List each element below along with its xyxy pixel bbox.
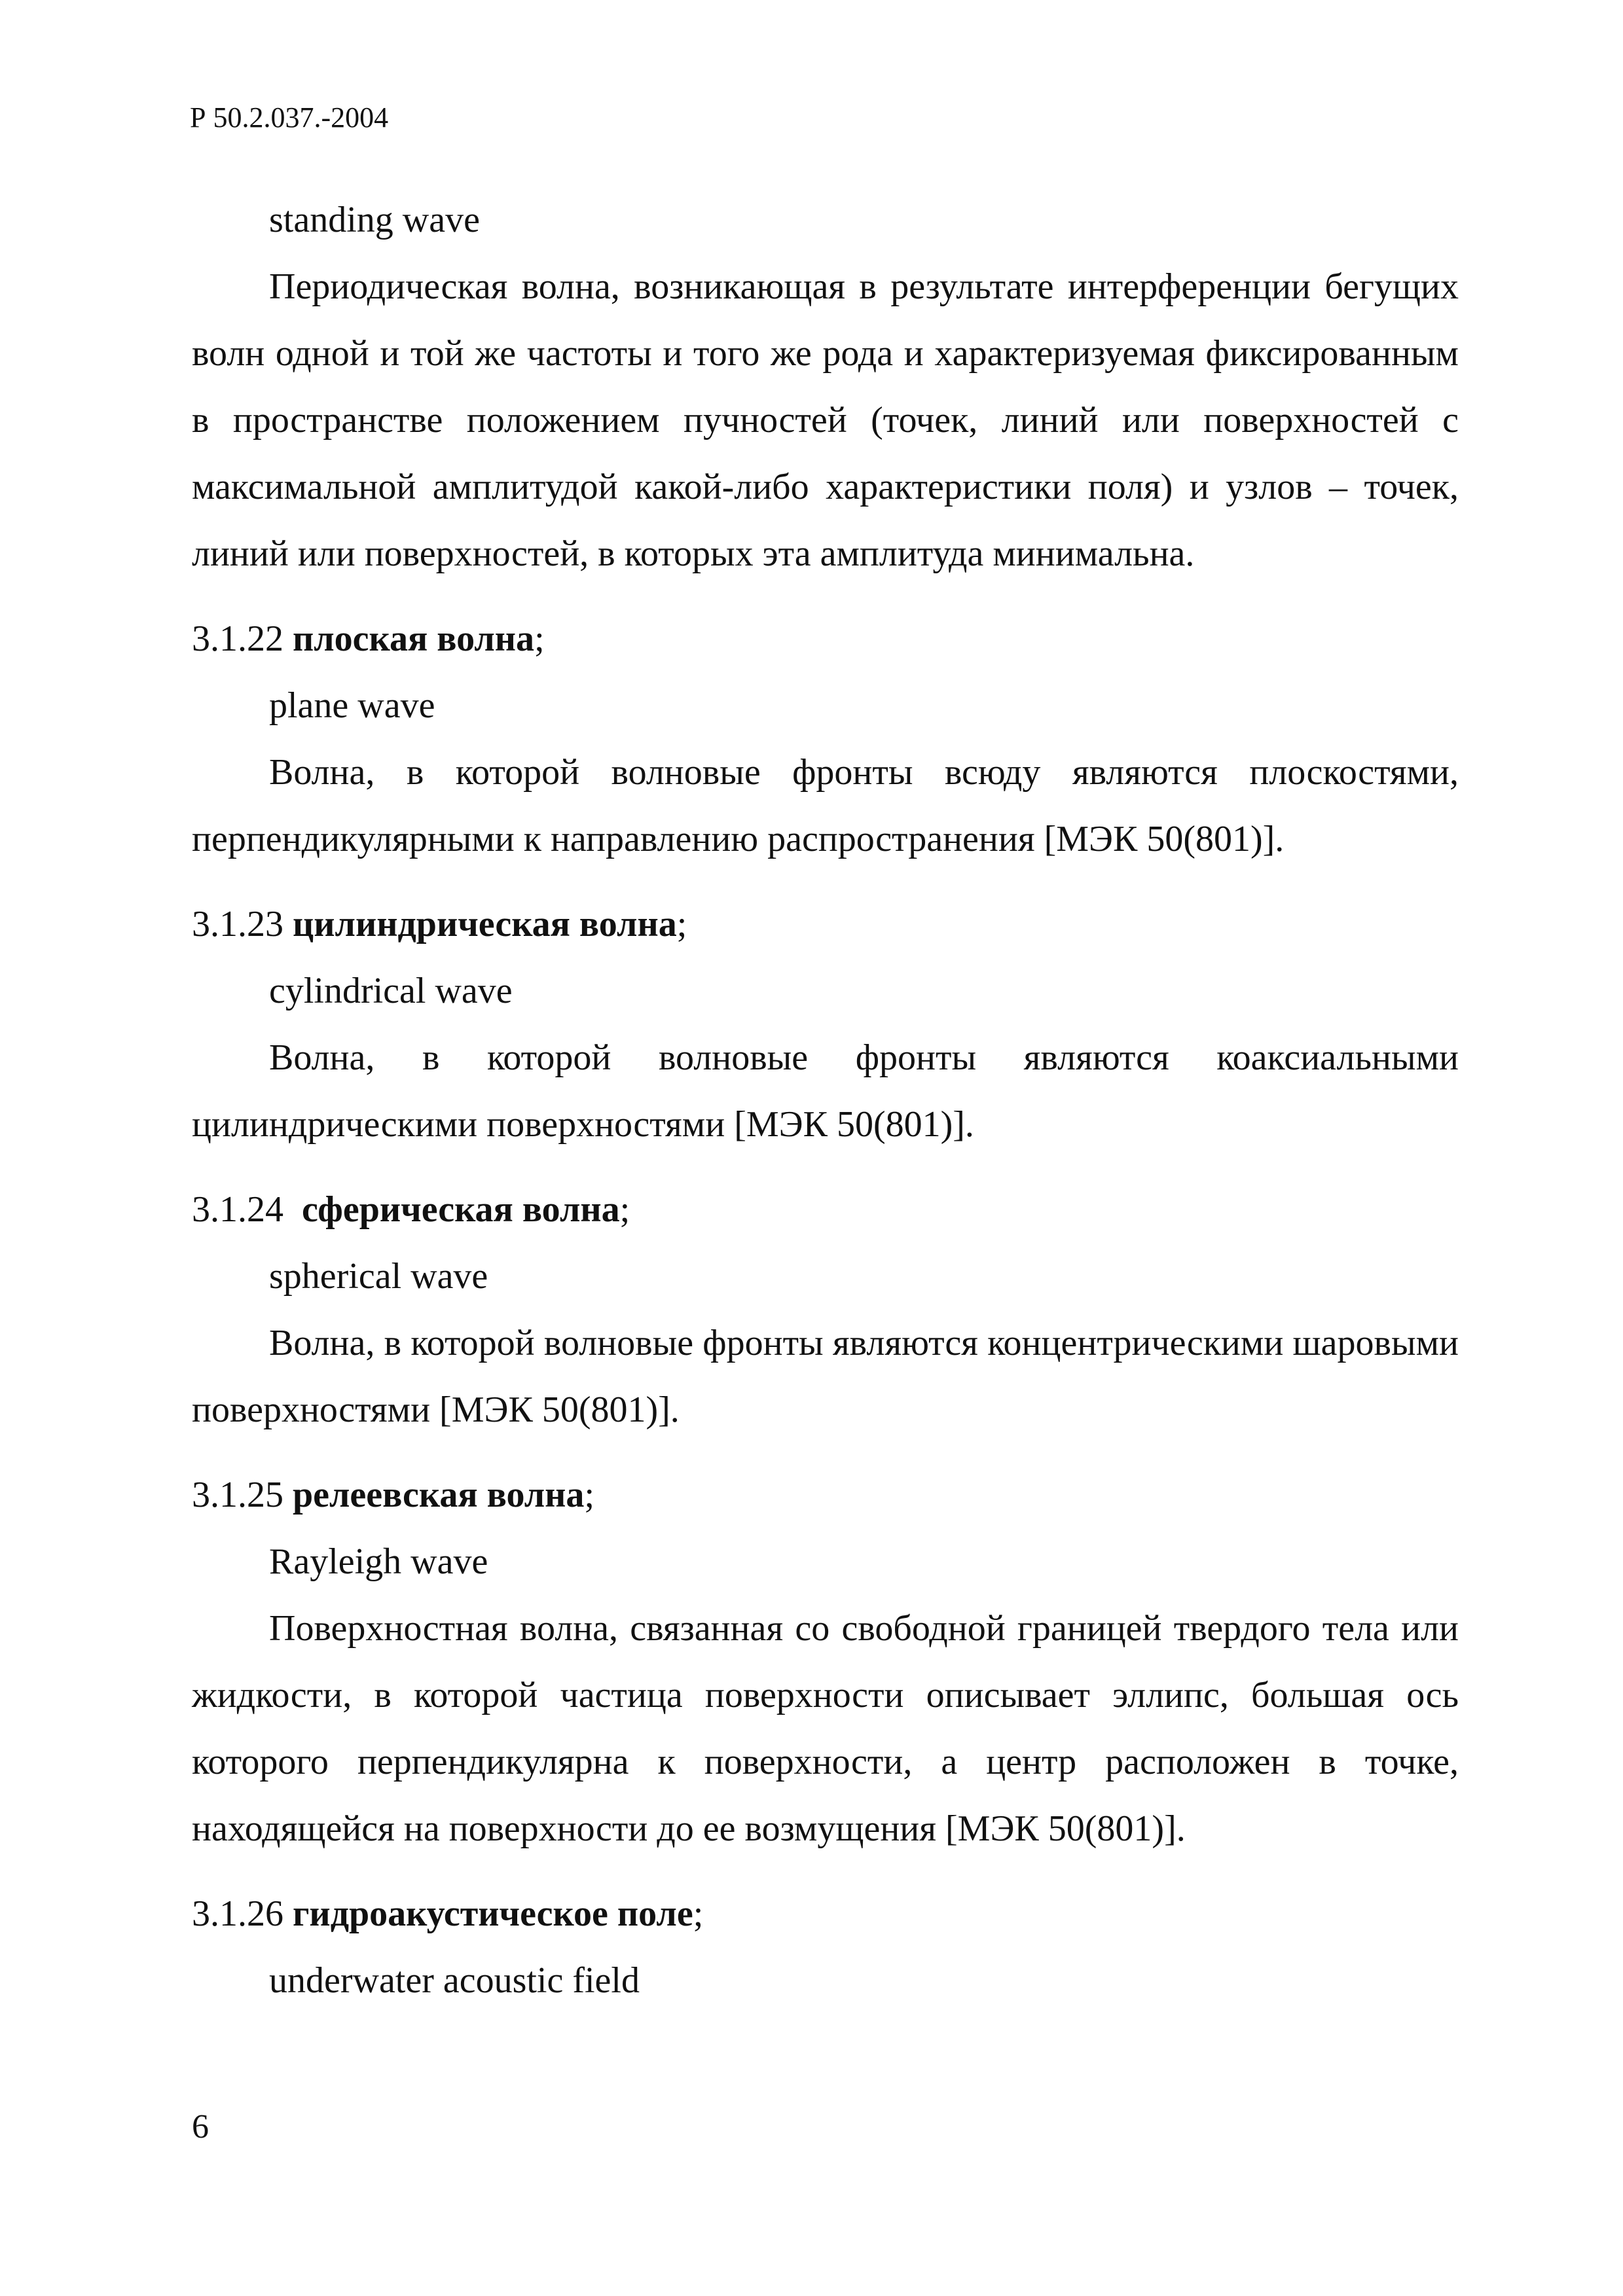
- term-title: плоская волна: [293, 619, 535, 659]
- term-heading: 3.1.24 сферическая волна;: [192, 1189, 630, 1230]
- term-title: гидроакустическое поле: [293, 1893, 693, 1934]
- term-number: 3.1.24: [192, 1189, 283, 1230]
- term-definition: Волна, в которой волновые фронты являются коаксиальными цилиндрическими поверхностями [МЭК 50(801)].: [192, 1037, 1459, 1145]
- term-definition: Поверхностная волна, связанная со свободной границей твердого тела или жидкости, в которой частица поверхности описывает эллипс, большая ось которого перпендикулярна к поверхности, а центр расположен в точке, находящейся на поверхности до ее возмущения [МЭК 50(801)].: [192, 1608, 1459, 1849]
- document-header: Р 50.2.037.-2004: [190, 101, 389, 134]
- term-definition: Волна, в которой волновые фронты являются концентрическими шаровыми поверхностями [МЭК 50(801)].: [192, 1323, 1459, 1430]
- term-number: 3.1.26: [192, 1893, 283, 1934]
- term-number: 3.1.23: [192, 904, 283, 944]
- term-entry-3-1-23: [192, 891, 1459, 1158]
- term-english: underwater acoustic field: [269, 1960, 640, 2001]
- page-number: 6: [192, 2108, 209, 2145]
- term-heading: 3.1.22 плоская волна;: [192, 619, 545, 659]
- term-number: 3.1.22: [192, 619, 283, 659]
- term-entry-3-1-22: [192, 605, 1459, 872]
- term-english: standing wave: [269, 200, 480, 240]
- term-english: spherical wave: [269, 1256, 488, 1297]
- term-english: Rayleigh wave: [269, 1541, 488, 1582]
- document-body: [192, 187, 1459, 2014]
- term-english: cylindrical wave: [269, 971, 513, 1011]
- term-entry-3-1-26: [192, 1880, 1459, 2014]
- term-entry-3-1-24: [192, 1176, 1459, 1443]
- term-definition: Периодическая волна, возникающая в результате интерференции бегущих волн одной и той же частоты и того же рода и характеризуемая фиксированным в пространстве положением пучностей (точек, линий или поверхностей с максимальной амплитудой какой-либо характеристики поля) и узлов – точек, линий или поверхностей, в которых эта амплитуда минимальна.: [192, 266, 1459, 574]
- term-heading: 3.1.23 цилиндрическая волна;: [192, 904, 687, 944]
- term-title: релеевская волна: [293, 1475, 585, 1515]
- term-heading: 3.1.25 релеевская волна;: [192, 1475, 594, 1515]
- term-number: 3.1.25: [192, 1475, 283, 1515]
- term-english: plane wave: [269, 685, 435, 726]
- term-heading: 3.1.26 гидроакустическое поле;: [192, 1893, 704, 1934]
- term-definition: Волна, в которой волновые фронты всюду являются плоскостями, перпендикулярными к направлению распространения [МЭК 50(801)].: [192, 752, 1459, 859]
- term-entry-3-1-25: [192, 1462, 1459, 1862]
- term-title: цилиндрическая волна: [293, 904, 677, 944]
- term-entry-standing-wave: [192, 187, 1459, 587]
- term-title: сферическая волна: [302, 1189, 620, 1230]
